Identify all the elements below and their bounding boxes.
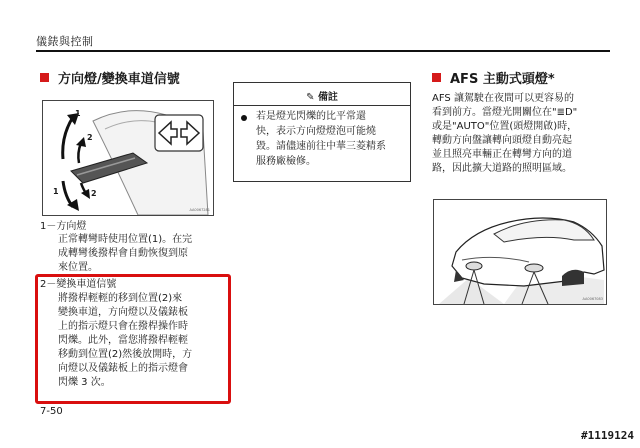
- item1-line: 成轉彎後撥桿會自動恢復到原: [58, 248, 188, 259]
- note-header: [234, 88, 410, 103]
- item2-line: 上的指示燈只會在撥桿操作時: [58, 321, 188, 332]
- item1-line: 正常轉彎時使用位置(1)。在完: [58, 234, 193, 245]
- item2-body: [58, 292, 220, 390]
- item2-label: 2－變換車道信號: [40, 279, 117, 290]
- header-rule: [36, 50, 610, 52]
- fig-label-2-bottom: 2: [91, 189, 97, 198]
- note-divider: [234, 105, 410, 106]
- afs-line: 或是"AUTO"位置(頭燈開啟)時，: [432, 121, 578, 132]
- note-line: 若是燈光閃爍的比平常還: [256, 111, 366, 122]
- note-line: 服務廠檢修。: [256, 156, 316, 167]
- afs-line: 看到前方。當燈光開關位在"≣D": [432, 107, 578, 118]
- item2-line: 變換車道，方向燈以及儀錶板: [58, 307, 188, 318]
- fig-label-2-top: 2: [87, 133, 93, 142]
- turn-signal-figure: [42, 100, 214, 216]
- item2-line: 移動到位置(2)然後放開時，方: [58, 349, 193, 360]
- item2-line: 閃爍。此外，當您將撥桿輕輕: [58, 335, 188, 346]
- document-stamp: #1119124: [581, 429, 634, 442]
- afs-car-illustration: [434, 200, 606, 304]
- fig-label-1-top: 1: [75, 109, 81, 118]
- afs-line: 轉動方向盤讓轉向頭燈自動亮起: [432, 135, 572, 146]
- note-line: 快，表示方向燈燈泡可能燒: [256, 126, 376, 137]
- afs-figure: [433, 199, 607, 305]
- note-title: 備註: [317, 92, 338, 103]
- fig-label-1-bottom: 1: [53, 187, 59, 196]
- bullet-icon: [241, 115, 247, 121]
- left-heading: [40, 68, 180, 87]
- left-heading-text: 方向燈/變換車道信號: [58, 72, 180, 87]
- figure-code: AA0067083: [582, 297, 603, 301]
- section-title: 儀錶與控制: [36, 35, 94, 48]
- item1-label: 1－方向燈: [40, 221, 87, 232]
- square-bullet-icon: [432, 73, 441, 82]
- figure-code: AA0067281: [189, 208, 210, 212]
- note-icon: ✎: [306, 92, 315, 103]
- item2-line: 將撥桿輕輕的移到位置(2)來: [58, 293, 183, 304]
- afs-line: 路，因此擴大道路的照明區域。: [432, 163, 572, 174]
- item2-line: 閃爍 3 次。: [58, 377, 111, 388]
- afs-line: 並且照亮車輛正在轉彎方向的道: [432, 149, 572, 160]
- afs-line: AFS 讓駕駛在夜間可以更容易的: [432, 93, 574, 104]
- item2-line: 向燈以及儀錶板上的指示燈會: [58, 363, 188, 374]
- square-bullet-icon: [40, 73, 49, 82]
- note-body: [256, 109, 406, 169]
- afs-body: [432, 92, 612, 176]
- right-heading-text: AFS 主動式頭燈*: [450, 72, 555, 87]
- note-box: [233, 82, 411, 182]
- item1-line: 來位置。: [58, 262, 98, 273]
- item1-body: [58, 233, 218, 275]
- right-heading: [432, 68, 555, 87]
- page-number: 7-50: [40, 406, 63, 417]
- note-line: 毀。請儘速前往中華三菱精系: [256, 141, 386, 152]
- turn-signal-illustration: [43, 101, 213, 215]
